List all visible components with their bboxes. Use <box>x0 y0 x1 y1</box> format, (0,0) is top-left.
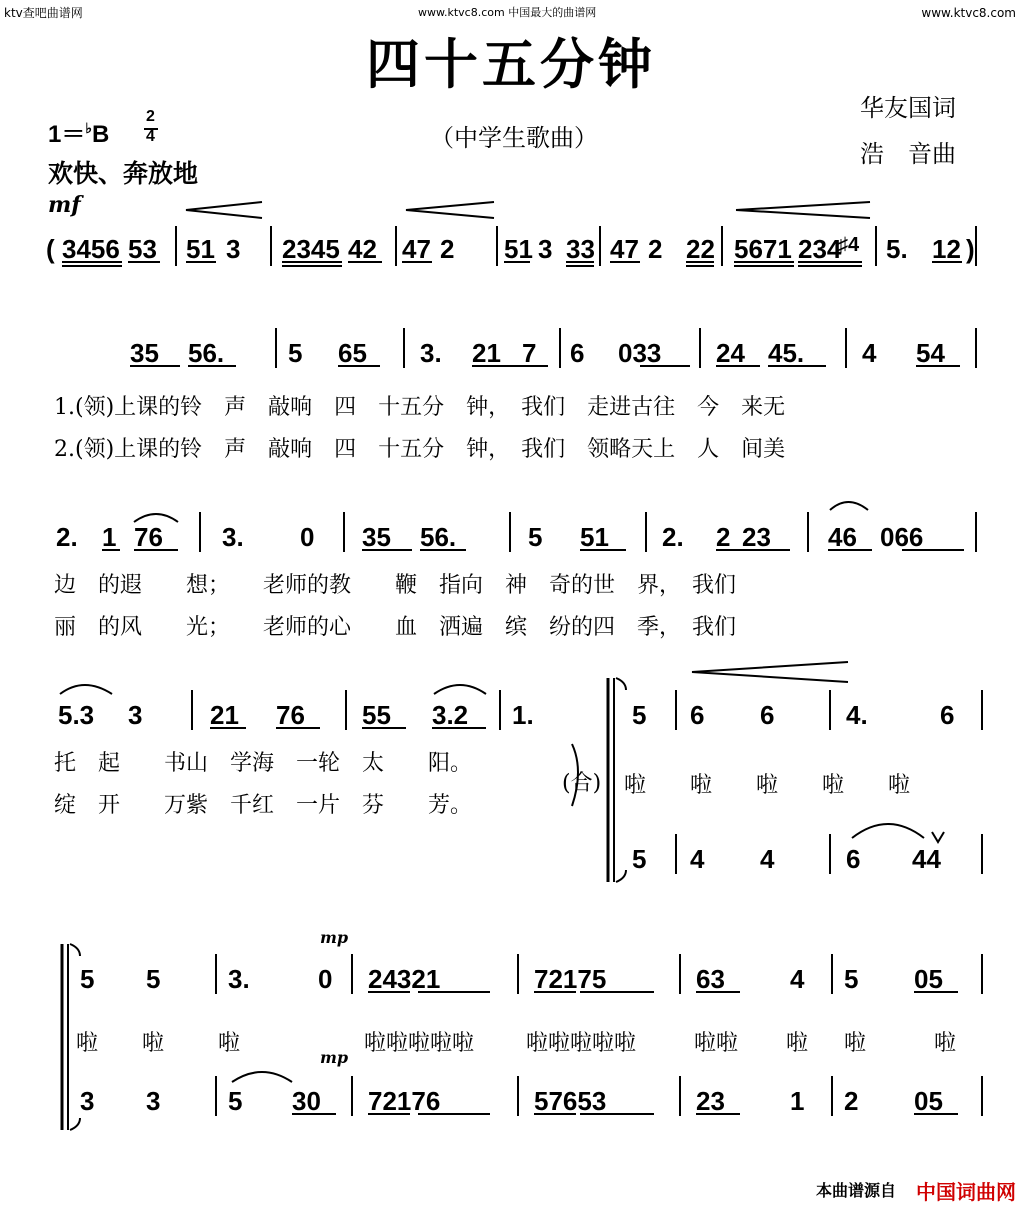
lyricist: 华友国词 <box>860 94 956 122</box>
chorus-mark: (合) <box>562 771 602 796</box>
verse1-line-1: 1.(领)上课的铃 声 敲响 四 十五分 钟， 我们 走进古往 今 来无 <box>54 395 786 420</box>
meter-top: 2 <box>146 108 155 125</box>
subtitle: （中学生歌曲） <box>430 124 598 152</box>
footer-source: 本曲谱源自 <box>816 1181 897 1200</box>
tempo-marking: 欢快、奔放地 <box>48 159 199 188</box>
dynamic-mp-1: mp <box>320 928 349 947</box>
la-line-3: 啦 啦 啦 啦 啦 <box>624 773 911 798</box>
intro-paren: ( <box>46 234 55 264</box>
header-left: ktv查吧曲谱网 <box>4 6 83 20</box>
lower-notes-line-4: 3 3 5 30 72176 57653 23 1 2 05 <box>80 1086 943 1116</box>
key-signature: 1＝♭B <box>48 120 110 148</box>
verse1-line-2: 边 的遐 想； 老师的教 鞭 指向 神 奇的世 界， 我们 <box>54 573 737 598</box>
song-title: 四十五分钟 <box>366 33 656 96</box>
intro-line: ( 3456 53 51 3 2345 42 47 2 51 3 33 47 2 22 5671 234 ♯4 5. 12 ) <box>46 234 975 264</box>
lower-notes-line-3: 5 4 4 6 44 <box>632 844 941 874</box>
dynamic-mf: mf <box>48 192 81 218</box>
composer: 浩 音曲 <box>860 140 956 168</box>
verse1-line-3: 托 起 书山 学海 一轮 太 阳。 <box>54 751 473 776</box>
verse2-line-1: 2.(领)上课的铃 声 敲响 四 十五分 钟， 我们 领略天上 人 间美 <box>54 437 786 462</box>
meter-bottom: 4 <box>146 128 155 145</box>
upper-notes-line-4: 5 5 3. 0 24321 72175 63 4 5 05 <box>80 964 943 994</box>
header-right: www.ktvc8.com <box>921 6 1016 20</box>
la-line-4: 啦 啦 啦 啦啦啦啦啦 啦啦啦啦啦 啦啦 啦 啦 啦 <box>76 1031 957 1056</box>
dynamic-mp-2: mp <box>320 1048 349 1067</box>
header-center: www.ktvc8.com 中国最大的曲谱网 <box>418 6 597 19</box>
footer-site: 中国词曲网 <box>916 1180 1016 1204</box>
verse2-line-2: 丽 的风 光； 老师的心 血 洒遍 缤 纷的四 季， 我们 <box>54 615 737 640</box>
verse2-line-3: 绽 开 万紫 千红 一片 芬 芳。 <box>54 793 473 818</box>
notes-line-1: 35 56. 5 65 3. 21 7 6 033 24 45. 4 54 <box>130 338 945 368</box>
notes-line-2: 2. 1 76 3. 0 35 56. 5 51 2. 2 23 46 066 <box>56 522 924 552</box>
notes-line-3: 5.3 3 21 76 55 3.2 1. 5 6 6 4. 6 <box>58 700 955 730</box>
